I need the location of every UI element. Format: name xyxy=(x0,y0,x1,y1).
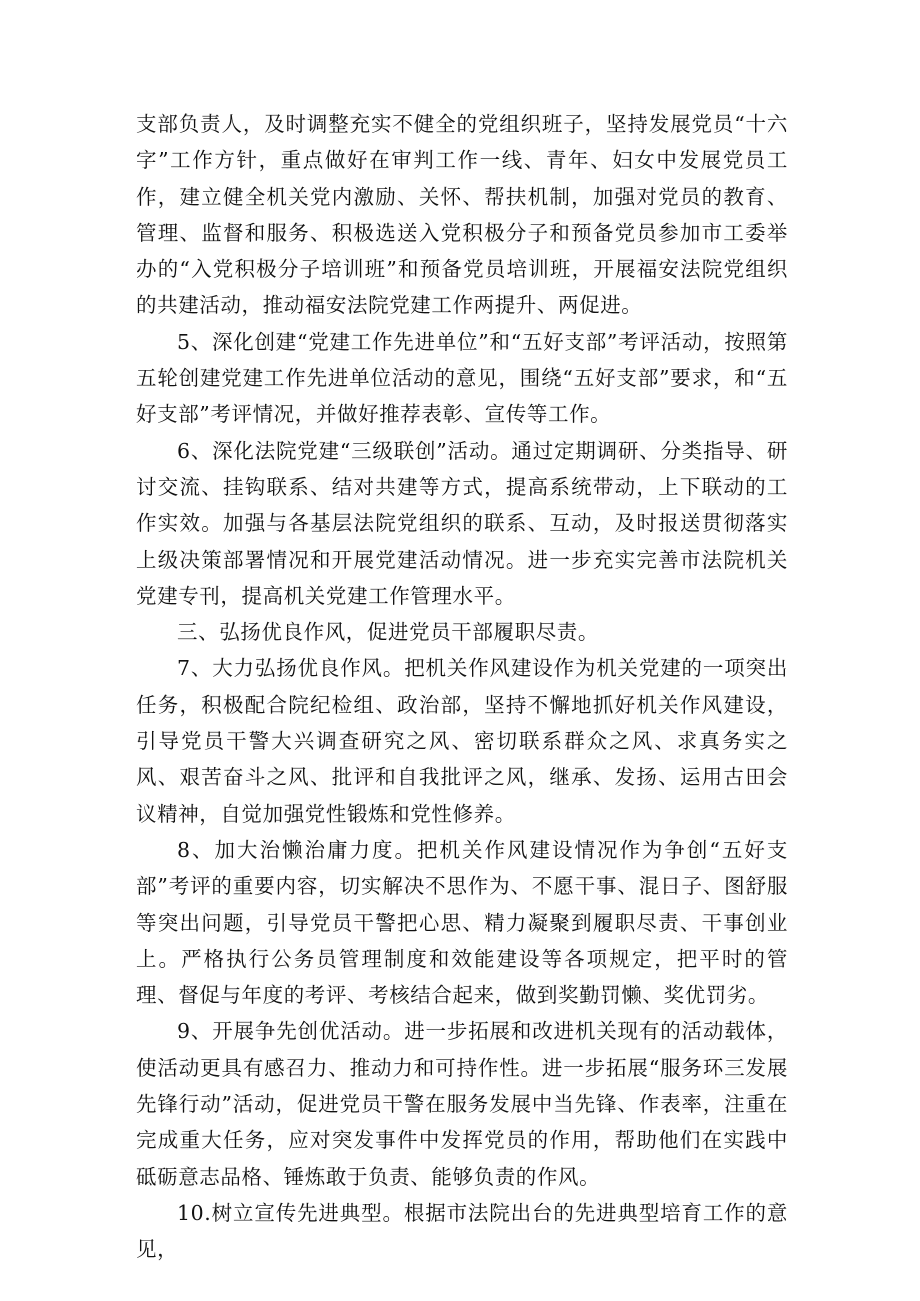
paragraph-item-9: 9、开展争先创优活动。进一步拓展和改进机关现有的活动载体，使活动更具有感召力、推动力和可持作性。进一步拓展“服务环三发展先锋行动”活动，促进党员干警在服务发展中当先锋、作表率，注重在完成重大任务，应对突发事件中发挥党员的作用，帮助他们在实践中砥砺意志品格、锤炼敢于负责、能够负责的作风。 xyxy=(136,1019,788,1189)
document-body xyxy=(136,106,788,1268)
paragraph-continuation: 支部负责人，及时调整充实不健全的党组织班子，坚持发展党员“十六字”工作方针，重点做好在审判工作一线、青年、妇女中发展党员工作，建立健全机关党内激励、关怀、帮扶机制，加强对党员的教育、管理、监督和服务、积极选送入党积极分子和预备党员参加市工委举办的“入党积极分子培训班”和预备党员培训班，开展福安法院党组织的共建活动，推动福安法院党建工作两提升、两促进。 xyxy=(136,112,788,318)
paragraph-item-5: 5、深化创建“党建工作先进单位”和“五好支部”考评活动，按照第五轮创建党建工作先进单位活动的意见，围绕“五好支部”要求，和“五好支部”考评情况，并做好推荐表彰、宣传等工作。 xyxy=(136,329,788,427)
paragraph-item-7: 7、大力弘扬优良作风。把机关作风建设作为机关党建的一项突出任务，积极配合院纪检组、政治部，坚持不懈地抓好机关作风建设，引导党员干警大兴调查研究之风、密切联系群众之风、求真务实之风、艰苦奋斗之风、批评和自我批评之风，继承、发扬、运用古田会议精神，自觉加强党性锻炼和党性修养。 xyxy=(136,656,788,826)
paragraph-item-6: 6、深化法院党建“三级联创”活动。通过定期调研、分类指导、研讨交流、挂钩联系、结对共建等方式，提高系统带动，上下联动的工作实效。加强与各基层法院党组织的联系、互动，及时报送贯彻落实上级决策部署情况和开展党建活动情况。进一步充实完善市法院机关党建专刊，提高机关党建工作管理水平。 xyxy=(136,438,788,608)
paragraph-item-10: 10.树立宣传先进典型。根据市法院出台的先进典型培育工作的意见， xyxy=(136,1200,788,1262)
paragraph-item-8: 8、加大治懒治庸力度。把机关作风建设情况作为争创“五好支部”考评的重要内容，切实解决不思作为、不愿干事、混日子、图舒服等突出问题，引导党员干警把心思、精力凝聚到履职尽责、干事创业上。严格执行公务员管理制度和效能建设等各项规定，把平时的管理、督促与年度的考评、考核结合起来，做到奖勤罚懒、奖优罚劣。 xyxy=(136,837,788,1008)
section-heading-3: 三、弘扬优良作风，促进党员干部履职尽责。 xyxy=(177,620,599,645)
